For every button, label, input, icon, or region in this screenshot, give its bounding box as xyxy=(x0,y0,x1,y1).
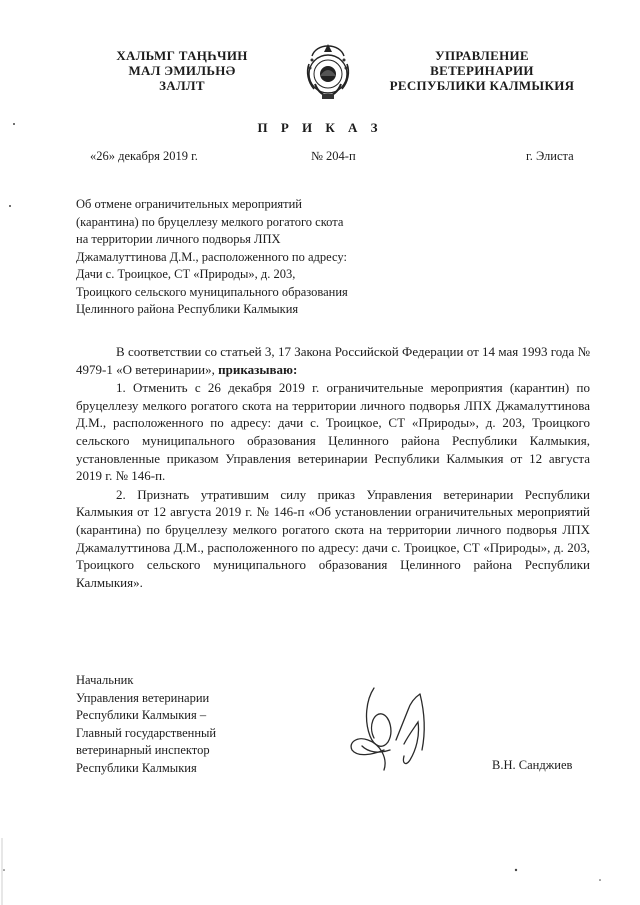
subject-line: на территории личного подворья ЛПХ xyxy=(76,232,281,246)
subject-line: Троицкого сельского муниципального образования xyxy=(76,284,348,299)
intro-text: В соответствии со статьей 3, 17 Закона Российской Федерации от 14 мая 1993 года № 4979-1 «О ветеринарии», xyxy=(76,344,590,377)
position-line: Республики Калмыкия xyxy=(76,760,197,775)
signatory-name: В.Н. Санджиев xyxy=(492,758,573,772)
order-body xyxy=(76,343,590,591)
position-line: Главный государственный xyxy=(76,725,217,740)
order-title: П Р И К А З xyxy=(257,120,383,135)
subject-line: Целинного района Республики Калмыкия xyxy=(76,302,299,316)
handwritten-signature-icon xyxy=(344,680,444,780)
intro-paragraph xyxy=(76,343,590,378)
header-right-line: РЕСПУБЛИКИ КАЛМЫКИЯ xyxy=(389,78,575,93)
item-2-paragraph: 2. Признать утратившим силу приказ Управления ветеринарии Республики Калмыкия от 12 августа 2019 г. № 146-п «Об установлении ограничительных мероприятий (карантина) по бруцеллезу мелкого рогатого скота на территории личного подворья ЛПХ Джамалуттинова Д.М., расположенного по адресу: дачи с. Троицкое, СТ «Природы», д. 203, Троицкого сельского муниципального образования Целинного района Республики Калмыкия». xyxy=(76,486,590,590)
position-line: ветеринарный инспектор xyxy=(76,743,210,757)
order-date: «26» декабря 2019 г. xyxy=(90,149,198,163)
order-number: № 204-п xyxy=(311,149,356,163)
header-right-line: ВЕТЕРИНАРИИ xyxy=(430,63,534,78)
header-left-line: ЗАЛЛТ xyxy=(159,78,205,93)
position-line: Начальник xyxy=(76,673,134,687)
subject-line: (карантина) по бруцеллезу мелкого рогатого скота xyxy=(76,214,344,229)
header-russian-title xyxy=(382,48,582,93)
header-left-line: ХАЛЬМГ ТАҢҺЧИН xyxy=(116,48,248,63)
item-1-paragraph: 1. Отменить с 26 декабря 2019 г. ограничительные мероприятия (карантин) по бруцеллезу мелкого рогатого скота на территории личного подворья ЛПХ Джамалуттинова Д.М., расположенного по адресу: дачи с. Троицкое, СТ «Природы», д. 203, Троицкого сельского муниципального образования Целинного района Республики Калмыкия, установленные приказом Управления ветеринарии Республики Калмыкия от 12 августа 2019 г. № 146-п. xyxy=(76,380,590,484)
subject-line: Дачи с. Троицкое, СТ «Природы», д. 203, xyxy=(76,267,296,281)
header-right-line: УПРАВЛЕНИЕ xyxy=(435,48,529,63)
header-left-line: МАЛ ЭМИЛЬНӘ xyxy=(128,63,236,78)
intro-bold-text: приказываю: xyxy=(218,361,298,377)
subject-line: Об отмене ограничительных мероприятий xyxy=(76,197,303,211)
position-line: Республики Калмыкия – xyxy=(76,708,207,722)
position-line: Управления ветеринарии xyxy=(76,690,210,705)
header-kalmyk-title xyxy=(98,48,266,93)
signatory-position xyxy=(76,672,316,777)
subject-line: Джамалуттинова Д.М., расположенного по адресу: xyxy=(76,249,347,264)
order-subject xyxy=(76,196,406,319)
coat-of-arms-icon xyxy=(300,42,356,102)
order-city: г. Элиста xyxy=(526,149,574,163)
